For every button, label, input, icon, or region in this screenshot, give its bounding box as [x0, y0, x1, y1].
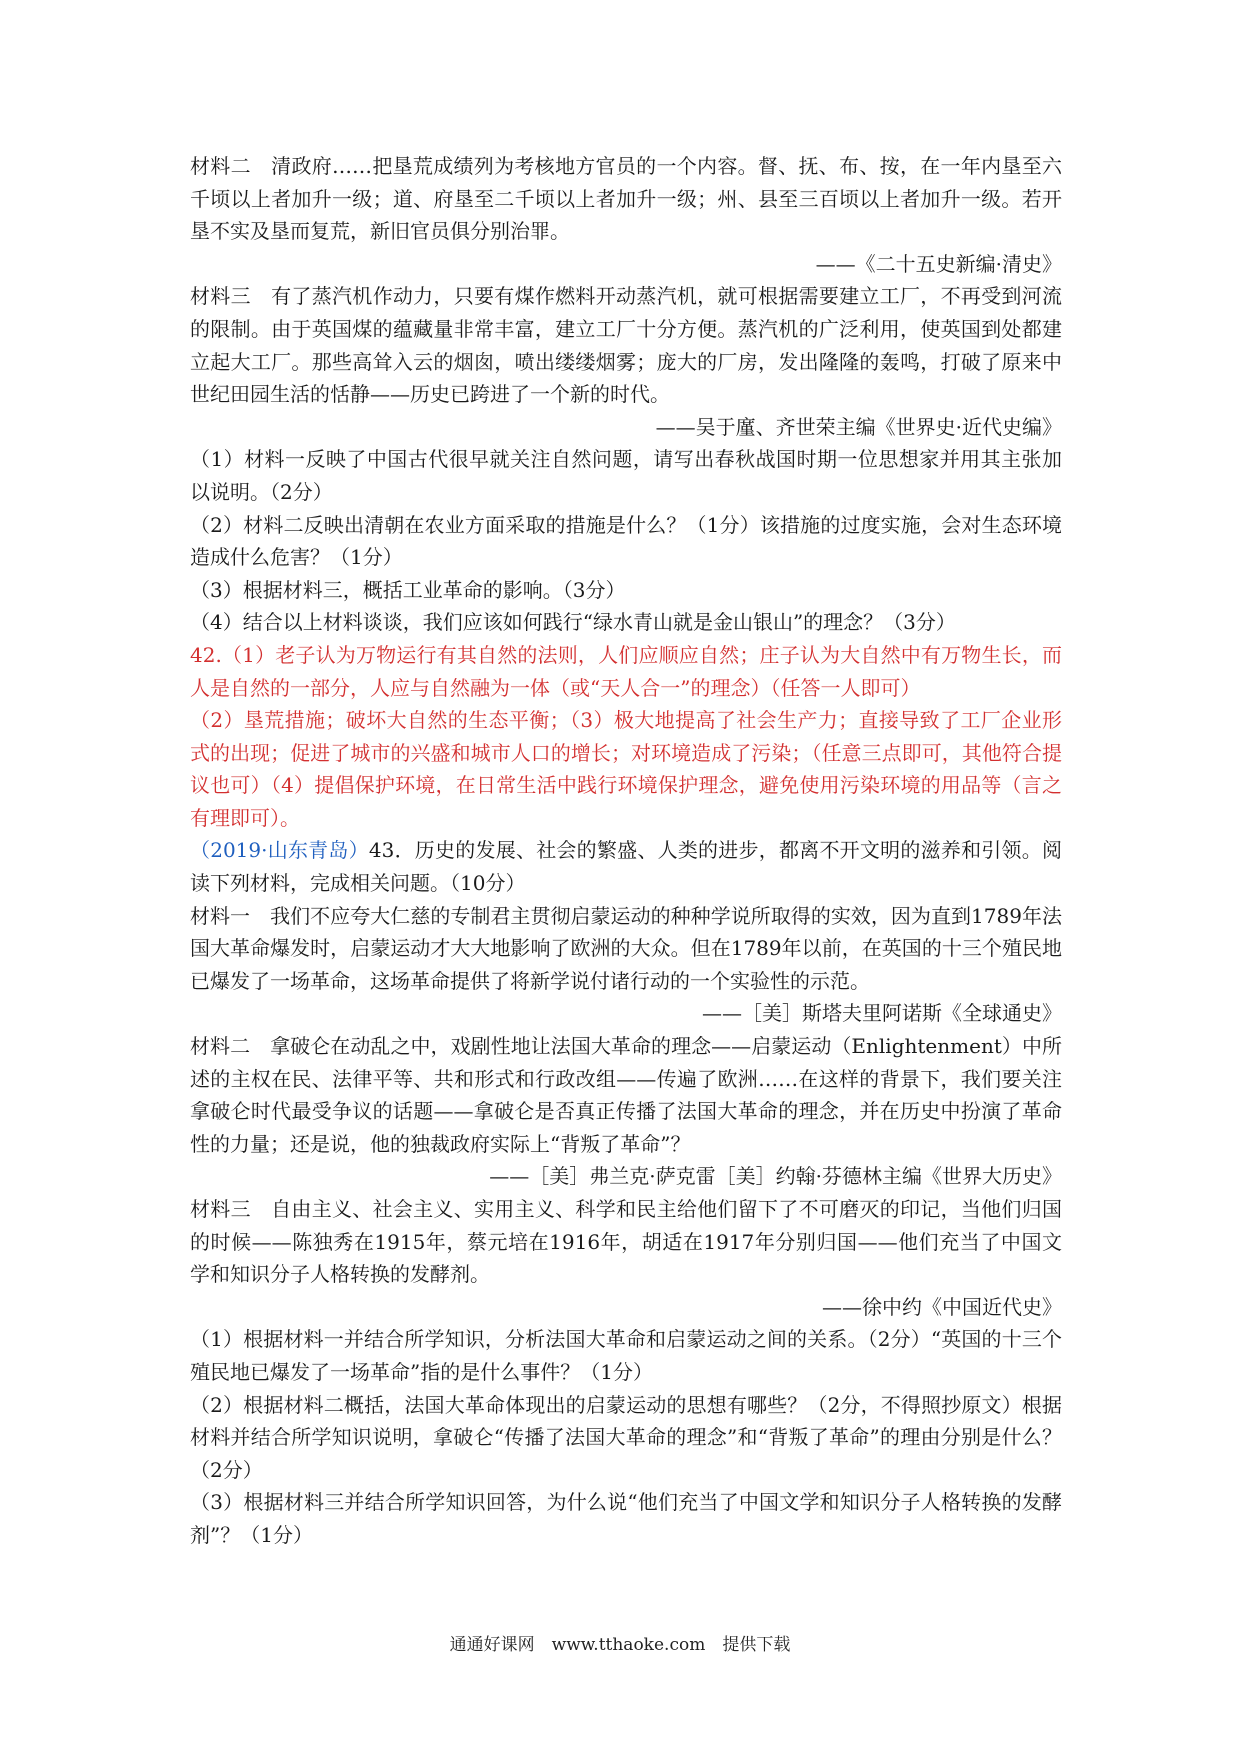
source-modern-china-history: ——徐中约《中国近代史》	[822, 1294, 1062, 1319]
answer-42-part-1: 42.（1）老子认为万物运行有其自然的法则，人们应顺应自然；庄子认为大自然中有万物生长，而人是自然的一部分，人应与自然融为一体（或“天人合一”的理念）（任答一人即可）	[190, 642, 1062, 700]
q43-part-2: （2）根据材料二概括，法国大革命体现出的启蒙运动的思想有哪些？（2分，不得照抄原文）根据材料并结合所学知识说明，拿破仑“传播了法国大革命的理念”和“背叛了革命”的理由分别是什么？（2分）	[190, 1392, 1062, 1482]
material-3-steam-engine: 材料三 有了蒸汽机作动力，只要有煤作燃料开动蒸汽机，就可根据需要建立工厂，不再受到河流的限制。由于英国煤的蕴藏量非常丰富，建立工厂十分方便。蒸汽机的广泛利用，使英国到处都建立起大工厂。那些高耸入云的烟囱，喷出缕缕烟雾；庞大的厂房，发出隆隆的轰鸣，打破了原来中世纪田园生活的恬静——历史已跨进了一个新的时代。	[190, 284, 1062, 407]
material-3-chinese-intellectuals: 材料三 自由主义、社会主义、实用主义、科学和民主给他们留下了不可磨灭的印记，当他们归国的时候——陈独秀在1915年，蔡元培在1916年，胡适在1917年分别归国——他们充当了中国文学和知识分子人格转换的发酵剂。	[190, 1197, 1062, 1287]
source-qing-history: ——《二十五史新编·清史》	[815, 251, 1062, 276]
source-world-history-modern: ——吴于廑、齐世荣主编《世界史·近代史编》	[655, 414, 1062, 439]
material-2-napoleon: 材料二 拿破仑在动乱之中，戏剧性地让法国大革命的理念——启蒙运动（Enlightenment）中所述的主权在民、法律平等、共和形式和行政改组——传遍了欧洲……在这样的背景下，我们要关注拿破仑时代最受争议的话题——拿破仑是否真正传播了法国大革命的理念，并在历史中扮演了革命性的力量；还是说，他的独裁政府实际上“背叛了革命”？	[190, 1034, 1062, 1156]
material-2-qing-land-reclamation: 材料二 清政府……把垦荒成绩列为考核地方官员的一个内容。督、抚、布、按，在一年内垦至六千顷以上者加升一级；道、府垦至二千顷以上者加升一级；州、县至三百顷以上者加升一级。若开垦不实及垦而复荒，新旧官员俱分别治罪。	[190, 154, 1062, 244]
answer-42-parts-2-4: （2）垦荒措施；破坏大自然的生态平衡；（3）极大地提高了社会生产力；直接导致了工厂企业形式的出现；促进了城市的兴盛和城市人口的增长；对环境造成了污染；（任意三点即可，其他符合提议也可）（4）提倡保护环境，在日常生活中践行环境保护理念，避免使用污染环境的用品等（言之有理即可）。	[190, 708, 1062, 830]
material-1-enlightenment: 材料一 我们不应夸大仁慈的专制君主贯彻启蒙运动的种种学说所取得的实效，因为直到1789年法国大革命爆发时，启蒙运动才大大地影响了欧洲的大众。但在1789年以前，在英国的十三个殖民地已爆发了一场革命，这场革命提供了将新学说付诸行动的一个实验性的示范。	[190, 903, 1062, 993]
source-world-big-history: ——［美］弗兰克·萨克雷［美］约翰·芬德林主编《世界大历史》	[489, 1164, 1062, 1189]
q42-part-2: （2）材料二反映出清朝在农业方面采取的措施是什么？（1分）该措施的过度实施，会对生态环境造成什么危害？（1分）	[190, 512, 1062, 570]
question-43-intro	[190, 834, 1062, 899]
page-footer: 通通好课网 www.tthaoke.com 提供下载	[449, 1635, 791, 1655]
question-43-stem: 43．历史的发展、社会的繁盛、人类的进步，都离不开文明的滋养和引领。阅读下列材料，完成相关问题。（10分）	[190, 838, 1062, 896]
q43-part-1: （1）根据材料一并结合所学知识，分析法国大革命和启蒙运动之间的关系。（2分）“英国的十三个殖民地已爆发了一场革命”指的是什么事件？（1分）	[190, 1327, 1062, 1384]
q42-part-3: （3）根据材料三，概括工业革命的影响。（3分）	[190, 577, 626, 602]
q42-part-1: （1）材料一反映了中国古代很早就关注自然问题，请写出春秋战国时期一位思想家并用其主张加以说明。（2分）	[190, 447, 1062, 504]
document-body	[190, 150, 1062, 1552]
source-global-history: ——［美］斯塔夫里阿诺斯《全球通史》	[702, 1001, 1062, 1026]
question-source-tag: （2019·山东青岛）	[190, 838, 369, 863]
q42-part-4: （4）结合以上材料谈谈，我们应该如何践行“绿水青山就是金山银山”的理念？（3分）	[190, 610, 956, 635]
q43-part-3: （3）根据材料三并结合所学知识回答，为什么说“他们充当了中国文学和知识分子人格转换的发酵剂”？（1分）	[190, 1490, 1062, 1547]
